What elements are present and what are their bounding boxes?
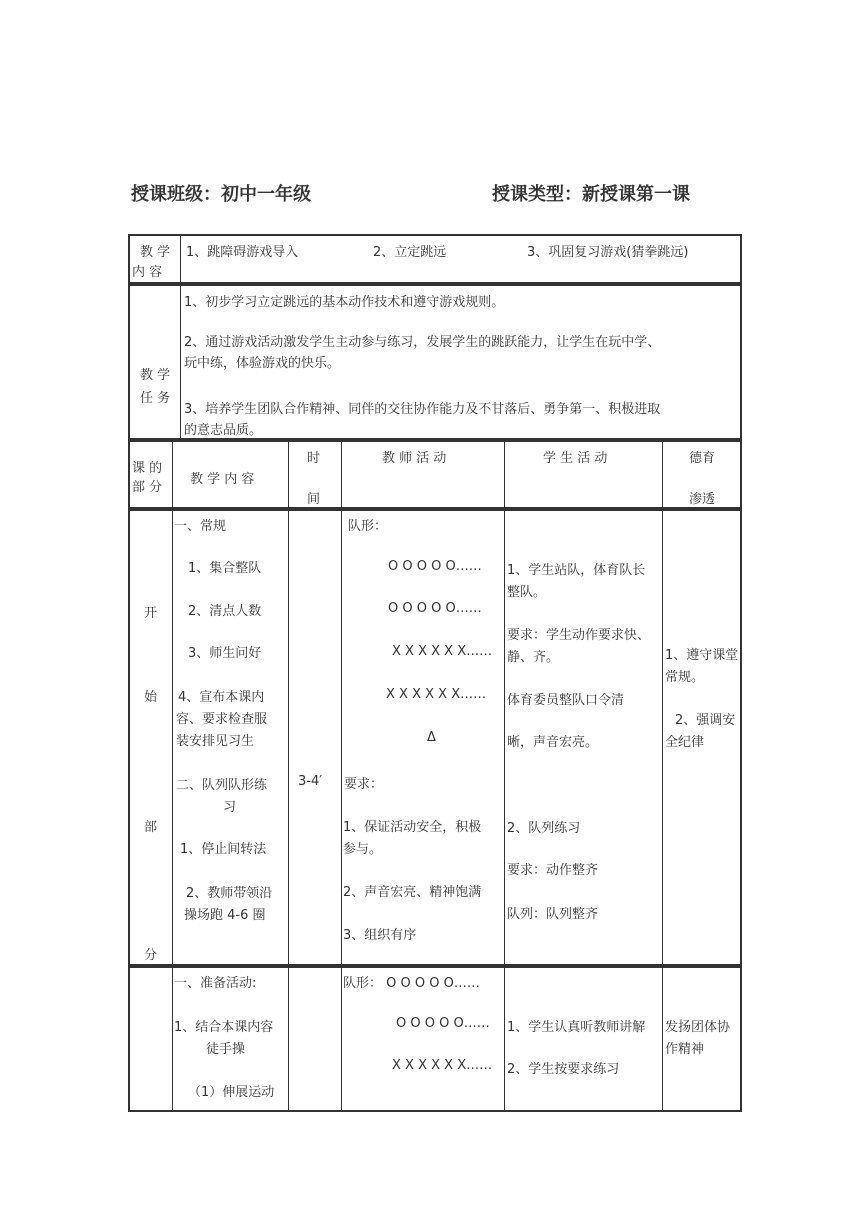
- content-label-2: 内 容: [132, 265, 163, 280]
- lesson-type-label: 授课类型：新授课第一课: [492, 184, 690, 205]
- part-char-3: 部: [144, 820, 158, 835]
- task-label-2: 任 务: [140, 391, 171, 406]
- teacher-line: X X X X X X……: [392, 644, 493, 659]
- prep-content-line: 一、准备活动:: [174, 976, 257, 991]
- student-line: 静、齐。: [507, 650, 560, 665]
- teacher-line: O O O O O……: [388, 601, 482, 616]
- teacher-line: Δ: [427, 730, 436, 745]
- content-line: 容、要求检查服: [176, 712, 268, 727]
- prep-teacher-line: X X X X X X……: [392, 1058, 493, 1073]
- content-line: 1、停止间转法: [180, 842, 267, 857]
- student-line: 要求：动作整齐: [507, 863, 599, 878]
- prep-part-row: [128, 966, 742, 1112]
- class-label: 授课班级：初中一年级: [131, 184, 311, 205]
- moral-line: 1、遵守课堂: [665, 648, 739, 663]
- part-char-1: 开: [144, 606, 158, 621]
- moral-line: 2、强调安: [675, 713, 736, 728]
- prep-student-line: 1、学生认真听教师讲解: [507, 1020, 646, 1035]
- header-moral-1: 德育: [689, 451, 716, 466]
- moral-line: 全纪律: [665, 735, 705, 750]
- content-item-2: 2、立定跳远: [373, 245, 447, 260]
- content-line: 4、宣布本课内: [178, 690, 265, 705]
- task-line-2b: 玩中练，体验游戏的快乐。: [184, 356, 341, 371]
- header-time-2: 间: [307, 492, 321, 507]
- column-header-row: [128, 440, 742, 509]
- content-item-3: 3、巩固复习游戏(猜拳跳远): [527, 245, 689, 260]
- task-line-3b: 的意志品质。: [184, 423, 263, 438]
- student-line: 2、队列练习: [507, 821, 581, 836]
- teacher-line: 队形：: [348, 519, 388, 534]
- task-line-1: 1、初步学习立定跳远的基本动作技术和遵守游戏规则。: [184, 295, 505, 310]
- student-line: 整队。: [507, 585, 547, 600]
- moral-line: 常规。: [665, 670, 705, 685]
- content-line: 装安排见习生: [176, 734, 255, 749]
- content-line: 2、教师带领沿: [186, 886, 273, 901]
- prep-content-line: （1）伸展运动: [188, 1085, 275, 1100]
- prep-content-line: 1、结合本课内容: [174, 1020, 274, 1035]
- content-line: 二、队列队形练: [176, 778, 268, 793]
- header-part-1: 课 的: [132, 461, 163, 476]
- student-line: 队列：队列整齐: [507, 907, 599, 922]
- prep-teacher-line: 队形： O O O O O……: [343, 976, 480, 991]
- start-part-row: [128, 509, 742, 966]
- student-line: 1、学生站队，体育队长: [507, 563, 646, 578]
- teacher-line: 要求：: [344, 777, 384, 792]
- part-char-4: 分: [144, 948, 158, 963]
- task-line-3a: 3、培养学生团队合作精神、同伴的交往协作能力及不甘落后、勇争第一、积极进取: [184, 402, 661, 417]
- teacher-line: 3、组织有序: [343, 928, 417, 943]
- content-label-1: 教 学: [140, 245, 171, 260]
- prep-content-line: 徒手操: [206, 1042, 246, 1057]
- content-item-1: 1、跳障碍游戏导入: [186, 245, 299, 260]
- header-teacher: 教 师 活 动: [382, 451, 447, 466]
- prep-moral-line: 发扬团体协: [665, 1020, 731, 1035]
- teacher-line: X X X X X X……: [386, 687, 487, 702]
- content-line: 操场跑 4-6 圈: [184, 908, 266, 923]
- header-moral-2: 渗透: [689, 492, 716, 507]
- teacher-line: 1、保证活动安全，积极: [343, 820, 482, 835]
- header-part-2: 部 分: [132, 480, 163, 495]
- content-line: 3、师生问好: [188, 646, 262, 661]
- task-label-1: 教 学: [140, 368, 171, 383]
- student-line: 晰，声音宏亮。: [507, 735, 599, 750]
- content-line: 一、常规: [174, 519, 227, 534]
- teacher-line: 2、声音宏亮、精神饱满: [343, 885, 482, 900]
- student-line: 要求：学生动作要求快、: [507, 628, 651, 643]
- header-content: 教 学 内 容: [190, 472, 255, 487]
- header-time-1: 时: [307, 451, 321, 466]
- content-line: 1、集合整队: [188, 561, 262, 576]
- student-line: 体育委员整队口令清: [507, 693, 625, 708]
- prep-teacher-line: O O O O O……: [396, 1016, 490, 1031]
- time-value: 3-4′: [298, 774, 323, 789]
- teacher-line: 参与。: [343, 842, 383, 857]
- prep-moral-line: 作精神: [665, 1042, 705, 1057]
- task-line-2a: 2、通过游戏活动激发学生主动参与练习，发展学生的跳跃能力，让学生在玩中学、: [184, 335, 661, 350]
- content-line: 习: [223, 800, 237, 815]
- teacher-line: O O O O O……: [388, 559, 482, 574]
- part-char-2: 始: [144, 690, 158, 705]
- prep-student-line: 2、学生按要求练习: [507, 1062, 620, 1077]
- content-row: [128, 234, 742, 284]
- header-student: 学 生 活 动: [543, 451, 608, 466]
- content-line: 2、清点人数: [188, 604, 262, 619]
- task-row: [128, 284, 742, 440]
